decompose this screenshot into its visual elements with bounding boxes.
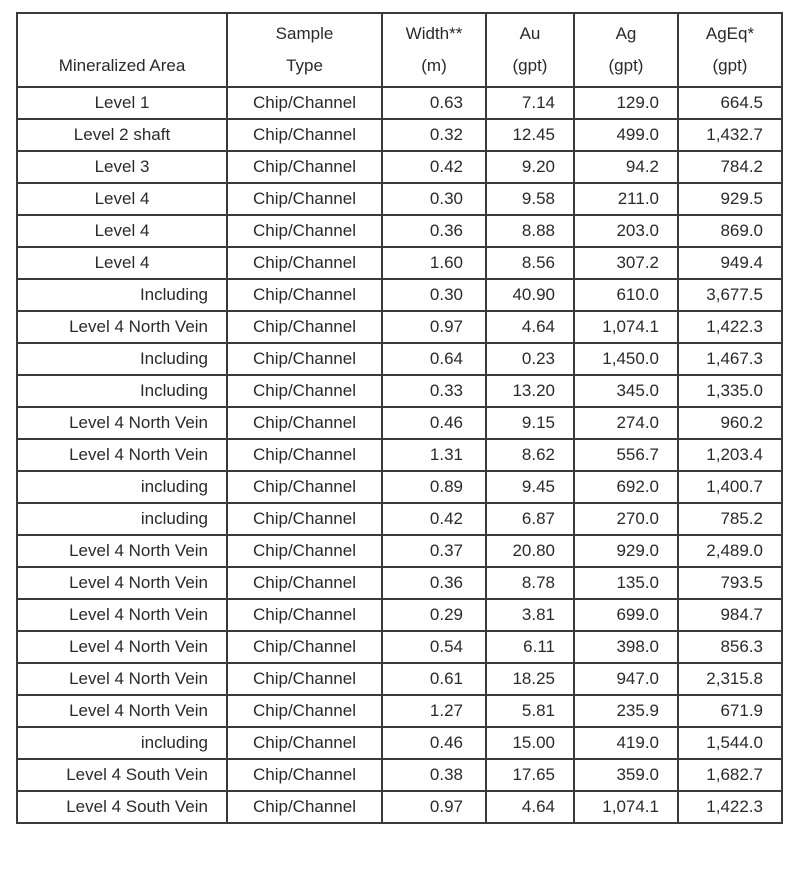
table-row	[17, 407, 782, 439]
cell-ageq: 1,400.7	[678, 471, 782, 503]
cell-ag: 203.0	[574, 215, 678, 247]
header-label-line1: AgEq*	[705, 24, 755, 43]
cell-ageq: 664.5	[678, 87, 782, 119]
cell-width: 0.30	[382, 183, 486, 215]
cell-au: 6.11	[486, 631, 574, 663]
table-body	[17, 87, 782, 823]
cell-ag: 610.0	[574, 279, 678, 311]
table-row	[17, 375, 782, 407]
table-row	[17, 695, 782, 727]
cell-sample-type: Chip/Channel	[227, 439, 382, 471]
table-row	[17, 599, 782, 631]
header-label-line1: Ag	[615, 24, 637, 43]
cell-au: 8.62	[486, 439, 574, 471]
cell-au: 4.64	[486, 791, 574, 823]
cell-au: 40.90	[486, 279, 574, 311]
table-row	[17, 151, 782, 183]
cell-au: 18.25	[486, 663, 574, 695]
cell-sample-type: Chip/Channel	[227, 471, 382, 503]
cell-mineralized-area: including	[17, 727, 227, 759]
cell-ageq: 1,422.3	[678, 791, 782, 823]
cell-mineralized-area: Level 4 North Vein	[17, 535, 227, 567]
cell-sample-type: Chip/Channel	[227, 631, 382, 663]
cell-ag: 1,074.1	[574, 791, 678, 823]
cell-ag: 692.0	[574, 471, 678, 503]
cell-ag: 211.0	[574, 183, 678, 215]
cell-ageq: 1,203.4	[678, 439, 782, 471]
header-label-line2: Type	[286, 56, 323, 75]
table-row	[17, 439, 782, 471]
header-label: Mineralized Area	[58, 56, 186, 75]
cell-ag: 274.0	[574, 407, 678, 439]
cell-ageq: 1,422.3	[678, 311, 782, 343]
cell-mineralized-area: Level 4 North Vein	[17, 407, 227, 439]
cell-width: 0.33	[382, 375, 486, 407]
cell-mineralized-area: Level 4 North Vein	[17, 663, 227, 695]
cell-sample-type: Chip/Channel	[227, 87, 382, 119]
cell-width: 0.36	[382, 567, 486, 599]
cell-au: 4.64	[486, 311, 574, 343]
header-label-line2: (gpt)	[712, 56, 748, 75]
header-label-line1: Sample	[275, 24, 334, 43]
cell-width: 0.36	[382, 215, 486, 247]
cell-ag: 235.9	[574, 695, 678, 727]
cell-ag: 419.0	[574, 727, 678, 759]
header-label-line2: (gpt)	[608, 56, 644, 75]
header-sample-type	[227, 13, 382, 87]
header-au	[486, 13, 574, 87]
cell-ageq: 869.0	[678, 215, 782, 247]
table-row	[17, 791, 782, 823]
cell-mineralized-area: Level 4 North Vein	[17, 567, 227, 599]
header-label-line2: (m)	[421, 56, 447, 75]
cell-width: 0.32	[382, 119, 486, 151]
cell-ageq: 3,677.5	[678, 279, 782, 311]
cell-au: 9.58	[486, 183, 574, 215]
cell-ag: 398.0	[574, 631, 678, 663]
cell-mineralized-area: Level 1	[17, 87, 227, 119]
cell-ageq: 785.2	[678, 503, 782, 535]
cell-mineralized-area: Level 4	[17, 183, 227, 215]
cell-ageq: 856.3	[678, 631, 782, 663]
cell-mineralized-area: Level 4	[17, 215, 227, 247]
cell-au: 12.45	[486, 119, 574, 151]
header-label-line1: Au	[519, 24, 541, 43]
table-row	[17, 279, 782, 311]
cell-mineralized-area: Including	[17, 279, 227, 311]
cell-mineralized-area: Including	[17, 343, 227, 375]
cell-ageq: 793.5	[678, 567, 782, 599]
cell-sample-type: Chip/Channel	[227, 247, 382, 279]
table-row	[17, 119, 782, 151]
cell-mineralized-area: Including	[17, 375, 227, 407]
cell-width: 0.46	[382, 407, 486, 439]
cell-ag: 699.0	[574, 599, 678, 631]
table-row	[17, 471, 782, 503]
header-label-line2: (gpt)	[512, 56, 548, 75]
cell-sample-type: Chip/Channel	[227, 503, 382, 535]
cell-ageq: 1,335.0	[678, 375, 782, 407]
cell-width: 0.42	[382, 151, 486, 183]
cell-ageq: 2,489.0	[678, 535, 782, 567]
cell-width: 0.89	[382, 471, 486, 503]
header-label-line1: Width**	[405, 24, 463, 43]
table-row	[17, 759, 782, 791]
cell-au: 8.56	[486, 247, 574, 279]
cell-sample-type: Chip/Channel	[227, 215, 382, 247]
cell-mineralized-area: Level 4 South Vein	[17, 759, 227, 791]
cell-width: 0.54	[382, 631, 486, 663]
cell-ageq: 2,315.8	[678, 663, 782, 695]
cell-mineralized-area: Level 4 South Vein	[17, 791, 227, 823]
cell-width: 1.60	[382, 247, 486, 279]
cell-mineralized-area: Level 4 North Vein	[17, 439, 227, 471]
cell-mineralized-area: including	[17, 471, 227, 503]
cell-ag: 307.2	[574, 247, 678, 279]
cell-width: 0.29	[382, 599, 486, 631]
cell-ag: 556.7	[574, 439, 678, 471]
sample-results-table-container	[16, 12, 783, 824]
cell-au: 20.80	[486, 535, 574, 567]
cell-sample-type: Chip/Channel	[227, 343, 382, 375]
cell-sample-type: Chip/Channel	[227, 119, 382, 151]
cell-ageq: 671.9	[678, 695, 782, 727]
cell-au: 9.20	[486, 151, 574, 183]
cell-ag: 929.0	[574, 535, 678, 567]
cell-sample-type: Chip/Channel	[227, 599, 382, 631]
cell-ageq: 984.7	[678, 599, 782, 631]
cell-sample-type: Chip/Channel	[227, 279, 382, 311]
cell-ageq: 1,432.7	[678, 119, 782, 151]
table-row	[17, 631, 782, 663]
cell-mineralized-area: Level 4 North Vein	[17, 695, 227, 727]
cell-sample-type: Chip/Channel	[227, 695, 382, 727]
cell-width: 1.27	[382, 695, 486, 727]
cell-sample-type: Chip/Channel	[227, 183, 382, 215]
cell-mineralized-area: Level 4 North Vein	[17, 599, 227, 631]
cell-ag: 1,074.1	[574, 311, 678, 343]
cell-sample-type: Chip/Channel	[227, 727, 382, 759]
cell-width: 0.63	[382, 87, 486, 119]
cell-sample-type: Chip/Channel	[227, 663, 382, 695]
cell-ag: 359.0	[574, 759, 678, 791]
header-mineralized-area	[17, 13, 227, 87]
table-row	[17, 663, 782, 695]
cell-au: 9.15	[486, 407, 574, 439]
cell-ag: 499.0	[574, 119, 678, 151]
cell-au: 3.81	[486, 599, 574, 631]
table-row	[17, 215, 782, 247]
table-row	[17, 343, 782, 375]
cell-au: 7.14	[486, 87, 574, 119]
cell-sample-type: Chip/Channel	[227, 567, 382, 599]
cell-width: 0.97	[382, 791, 486, 823]
cell-ag: 129.0	[574, 87, 678, 119]
table-row	[17, 87, 782, 119]
cell-mineralized-area: Level 4	[17, 247, 227, 279]
cell-au: 6.87	[486, 503, 574, 535]
cell-mineralized-area: including	[17, 503, 227, 535]
cell-width: 0.42	[382, 503, 486, 535]
cell-sample-type: Chip/Channel	[227, 375, 382, 407]
cell-mineralized-area: Level 4 North Vein	[17, 311, 227, 343]
cell-ag: 135.0	[574, 567, 678, 599]
cell-ageq: 949.4	[678, 247, 782, 279]
cell-au: 15.00	[486, 727, 574, 759]
table-row	[17, 535, 782, 567]
cell-mineralized-area: Level 3	[17, 151, 227, 183]
header-width	[382, 13, 486, 87]
cell-ag: 947.0	[574, 663, 678, 695]
header-ageq	[678, 13, 782, 87]
cell-au: 8.78	[486, 567, 574, 599]
header-ag	[574, 13, 678, 87]
table-row	[17, 183, 782, 215]
cell-ageq: 960.2	[678, 407, 782, 439]
cell-sample-type: Chip/Channel	[227, 407, 382, 439]
cell-width: 0.97	[382, 311, 486, 343]
cell-ag: 1,450.0	[574, 343, 678, 375]
header-row	[17, 13, 782, 87]
cell-ageq: 929.5	[678, 183, 782, 215]
cell-ageq: 1,682.7	[678, 759, 782, 791]
cell-au: 8.88	[486, 215, 574, 247]
cell-ageq: 1,544.0	[678, 727, 782, 759]
cell-ag: 345.0	[574, 375, 678, 407]
cell-mineralized-area: Level 2 shaft	[17, 119, 227, 151]
cell-sample-type: Chip/Channel	[227, 311, 382, 343]
table-row	[17, 503, 782, 535]
table-row	[17, 567, 782, 599]
cell-width: 0.38	[382, 759, 486, 791]
cell-au: 9.45	[486, 471, 574, 503]
cell-ageq: 1,467.3	[678, 343, 782, 375]
cell-width: 0.30	[382, 279, 486, 311]
cell-width: 0.46	[382, 727, 486, 759]
cell-sample-type: Chip/Channel	[227, 759, 382, 791]
cell-mineralized-area: Level 4 North Vein	[17, 631, 227, 663]
cell-ageq: 784.2	[678, 151, 782, 183]
cell-au: 17.65	[486, 759, 574, 791]
cell-au: 0.23	[486, 343, 574, 375]
table-row	[17, 727, 782, 759]
cell-width: 0.37	[382, 535, 486, 567]
table-row	[17, 247, 782, 279]
cell-sample-type: Chip/Channel	[227, 151, 382, 183]
cell-width: 0.61	[382, 663, 486, 695]
cell-width: 1.31	[382, 439, 486, 471]
cell-width: 0.64	[382, 343, 486, 375]
cell-sample-type: Chip/Channel	[227, 535, 382, 567]
sample-results-table	[16, 12, 783, 824]
cell-ag: 270.0	[574, 503, 678, 535]
cell-ag: 94.2	[574, 151, 678, 183]
table-row	[17, 311, 782, 343]
cell-au: 5.81	[486, 695, 574, 727]
cell-sample-type: Chip/Channel	[227, 791, 382, 823]
cell-au: 13.20	[486, 375, 574, 407]
